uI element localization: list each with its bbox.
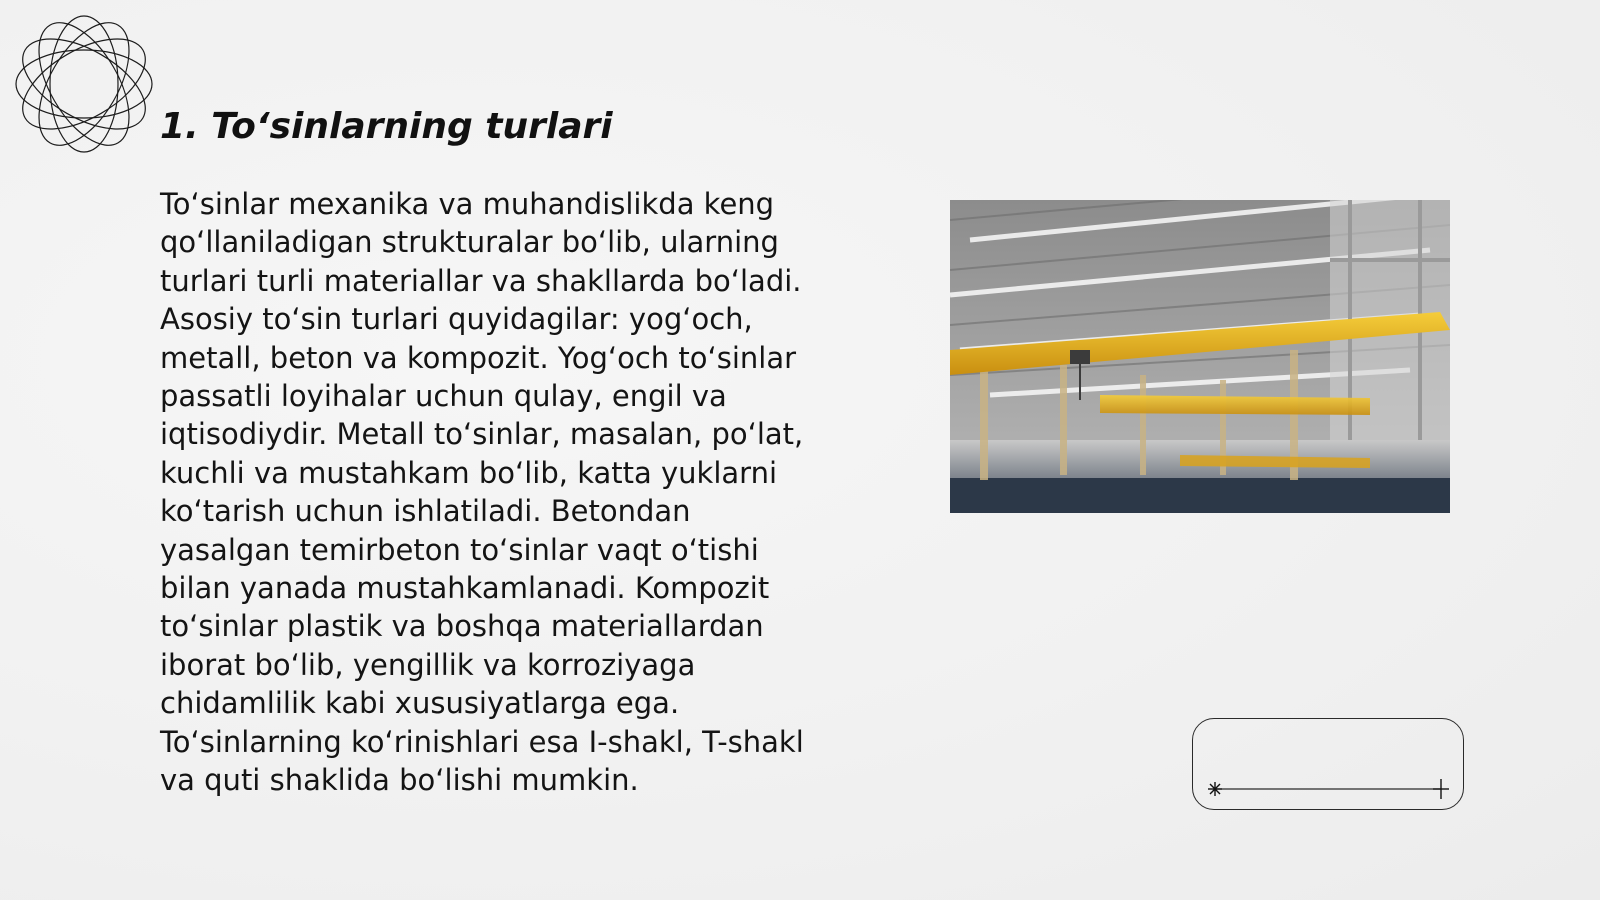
decorative-timeline-box [1192, 718, 1464, 810]
sparkle-start-icon [1208, 782, 1222, 796]
orbit-rings-icon [10, 10, 158, 158]
factory-overhead-crane-photo [950, 200, 1450, 513]
crosshair-end-icon [1433, 779, 1449, 799]
slide-title: 1. To‘sinlarning turlari [160, 106, 613, 147]
slide-body-text: To‘sinlar mexanika va muhandislikda keng qo‘llaniladigan strukturalar bo‘lib, ularning turlari turli materiallar va shakllarda bo‘ladi. Asosiy to‘sin turlari quyidagilar: yog‘och, metall, beton va kompozit. Yog‘och to‘sinlar passatli loyihalar uchun qulay, engil va iqtisodiydir. Metall to‘sinlar, masalan, po‘lat, kuchli va mustahkam bo‘lib, katta yuklarni ko‘tarish uchun ishlatiladi. Betondan yasalgan temirbeton to‘sinlar vaqt o‘tishi bilan yanada mustahkamlanadi. Kompozit to‘sinlar plastik va boshqa materiallardan iborat bo‘lib, yengillik va korroziyaga chidamlilik kabi xususiyatlarga ega. To‘sinlarning ko‘rinishlari esa I-shakl, T-shakl va quti shaklida bo‘lishi mumkin. [160, 187, 804, 798]
factory-crane-photo [950, 200, 1450, 513]
